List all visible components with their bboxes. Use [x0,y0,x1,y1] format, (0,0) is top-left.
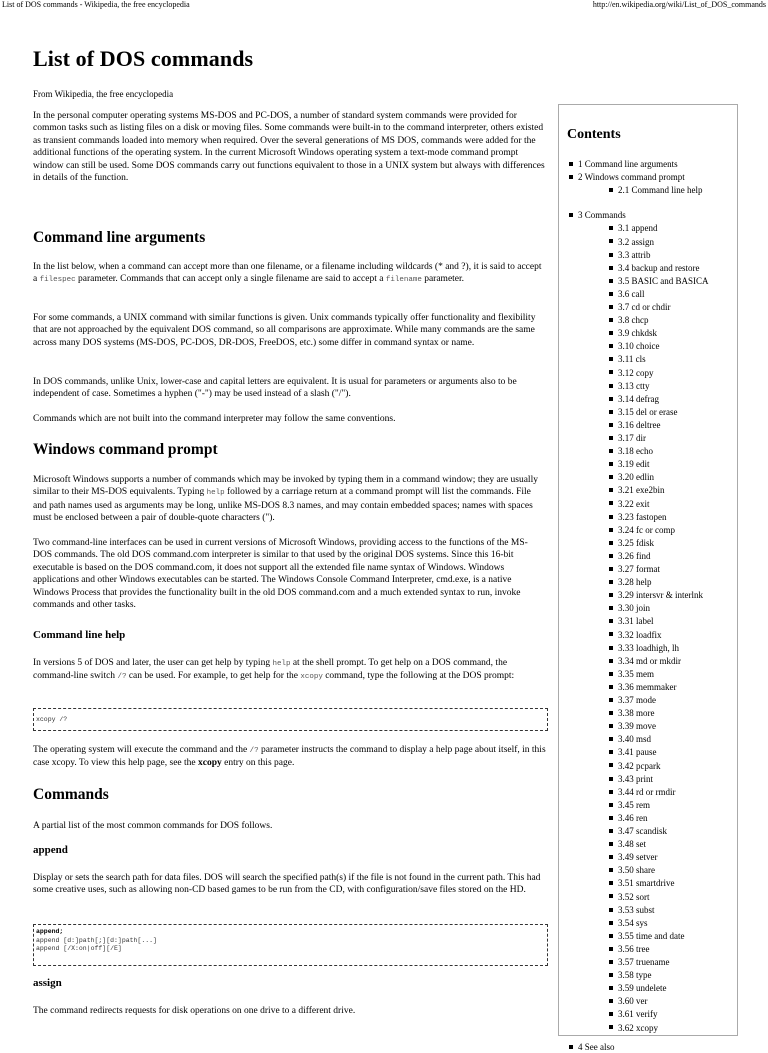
toc-item-label: 3.4 backup and restore [618,262,700,273]
toc-bullet [609,646,613,650]
toc-bullet [609,842,613,846]
toc-item-label: 3.52 sort [618,891,650,902]
toc-bullet [609,711,613,715]
toc-bullet [609,698,613,702]
toc-item-label: 3.38 more [618,708,655,719]
toc-item-label: 1 Command line arguments [578,159,678,169]
toc-bullet [609,973,613,977]
append-paragraph [33,872,546,897]
wcp-p2-text: Two command-line interfaces can be used in current versions of Microsoft Windows, providing access to the functions of the MS-DOS commands. The old DOS command.com interpreter is similar to that used by the original DOS systems. Since this 16-bit executable is based on the DOS command.com, it does not support all the extended file name syntax of Windows. Windows applications and other Windows executables can be started. The Windows Console Command Interpreter, cmd.exe, is a native Windows Process that provides the functionality built in the old DOS command.com and a much extended syntax to run, invoke commands and other tasks. [33,538,528,611]
toc-item[interactable] [609,590,703,601]
toc-bullet [609,685,613,689]
toc-bullet [609,672,613,676]
toc-item-label: 3.60 ver [618,996,648,1007]
commands-intro-text: A partial list of the most common commands for DOS follows. [33,821,273,831]
toc-item[interactable] [609,656,681,667]
clh-p1-text-a: In versions 5 of DOS and later, the user can get help by typing [33,658,273,668]
toc-item-label: 3.26 find [618,550,651,561]
toc-item[interactable] [609,237,654,248]
code-line-append-3: append [/X:on|off][/E] [36,945,122,952]
toc-bullet [609,318,613,322]
toc-item-label: 3.27 format [618,564,660,574]
toc-bullet [609,397,613,401]
toc-item-label: 3.53 subst [618,904,655,915]
toc-item-label: 3.54 sys [618,917,648,928]
toc-item-label: 3.12 copy [618,367,654,378]
section-heading-windows-command-prompt: Windows command prompt [33,441,218,458]
toc-bullet [609,593,613,597]
toc-item[interactable] [609,446,653,457]
toc-item-label: 3.11 cls [618,354,646,365]
clh-p1-text-c: can be used. For example, to get help for the [126,671,301,682]
toc-item-label: 3.41 pause [618,747,657,758]
toc-item[interactable] [609,774,653,785]
cla-paragraph-4 [33,413,546,425]
append-text: Display or sets the search path for data files. DOS will search the specified path(s) if the file is not found in the current path. This had some creative uses, such as allowing non-CD based games to be run from the CD, with configuration/save files stored on the HD. [33,873,541,896]
toc-bullet [609,1012,613,1016]
toc-bullet [609,868,613,872]
toc-item-label: 3.25 fdisk [618,537,654,548]
toc-item-label: 3.20 edlin [618,472,654,483]
wcp-p1-text-a: Microsoft Windows supports a number of commands which may be invoked by typing them in a command window; they are usually similar to their MS-DOS equivalents. Typing [33,475,538,498]
toc-item[interactable] [609,328,657,339]
toc-bullet [609,188,613,192]
toc-item[interactable] [609,603,650,614]
toc-bullet [609,292,613,296]
toc-item-label: 2 Windows command prompt [578,172,685,183]
toc-item[interactable] [609,354,646,365]
toc-item[interactable] [609,983,667,994]
toc-item-label: 3.44 rd or rmdir [618,786,676,797]
clh-p1-code-switch: /? [117,673,127,682]
toc-item-label: 3.2 assign [618,236,654,247]
toc-item-label: 3.8 chcp [618,315,649,326]
toc-item[interactable] [609,616,654,627]
toc-bullet [609,344,613,348]
toc-item-label: 3.19 edit [618,459,650,470]
toc-item[interactable] [609,800,650,811]
toc-item[interactable] [609,970,652,981]
toc-bullet [609,541,613,545]
toc-bullet [609,606,613,610]
toc-bullet [569,175,573,179]
toc-bullet [609,763,613,767]
toc-bullet [609,554,613,558]
toc-item[interactable] [609,734,651,745]
toc-bullet [609,659,613,663]
toc-bullet [609,986,613,990]
toc-item-label: 3.3 attrib [618,249,651,260]
toc-bullet [609,370,613,374]
toc-item-label: 4 See also [578,1041,615,1052]
print-header [0,0,768,12]
cla-p1-code-filename: filename [385,276,422,285]
cla-p4-text: Commands which are not built into the command interpreter may follow the same conventions. [33,414,396,424]
toc-item-label: 3.17 dir [618,433,646,443]
toc-item[interactable] [609,538,654,549]
toc-item-label: 3.7 cd or chdir [618,302,671,312]
toc-item-label: 3.21 exe2bin [618,485,665,496]
toc-item[interactable] [609,223,658,234]
toc-bullet [609,410,613,414]
toc-bullet [609,580,613,584]
assign-text: The command redirects requests for disk operations on one drive to a different drive. [33,1006,356,1016]
toc-item[interactable] [609,499,650,510]
toc-item[interactable] [609,721,656,732]
toc-item[interactable] [609,394,659,405]
toc-item-label: 3.40 msd [618,734,652,745]
toc-item[interactable] [609,669,654,680]
toc-item-label: 3.46 ren [618,812,648,823]
toc-item-label: 3.50 share [618,865,655,876]
toc-item[interactable] [609,708,655,719]
cla-p2-text: For some commands, a UNIX command with similar functions is given. Unix commands typically offer functionality and flexibility that are not approached by the equivalent DOS command, so all comparisons are approximate. While many commands are the same across many DOS systems (MS-DOS, PC-DOS, DR-DOS, FreeDOS, etc.) some differ in command syntax or name. [33,313,536,348]
cla-p1-text-a: In the list below, when a command can accept more than one filename, or a filename including wildcards (* and ?), it is said to accept a [33,262,542,285]
toc-bullet [609,357,613,361]
commands-paragraph [33,820,546,832]
toc-item[interactable] [609,918,648,929]
toc-item-label: 3.42 pcpark [618,760,661,771]
toc-item-label: 3.32 loadfix [618,629,662,640]
toc-bullet [609,475,613,479]
toc-item-label: 3.56 tree [618,943,650,954]
toc-item[interactable] [609,433,646,444]
section-heading-command-line-arguments: Command line arguments [33,229,206,246]
cla-paragraph-2 [33,312,546,349]
toc-item-label: 3.37 mode [618,695,656,705]
toc-bullet [609,908,613,912]
intro-paragraph [33,110,546,184]
table-of-contents [558,104,738,1052]
toc-bullet [609,750,613,754]
toc-item[interactable] [609,276,709,287]
toc-bullet [569,162,573,166]
toc-item[interactable] [609,525,675,536]
toc-bullet [609,528,613,532]
toc-item-label: 3.23 fastopen [618,511,667,522]
toc-bullet [609,816,613,820]
toc-bullet [609,619,613,623]
clh-p1-code-xcopy: xcopy [300,673,323,682]
toc-item[interactable] [609,407,677,418]
clh-paragraph-1 [33,657,546,684]
toc-item[interactable] [609,368,654,379]
toc-bullet [609,855,613,859]
toc-item[interactable] [609,250,651,261]
toc-item[interactable] [609,852,658,863]
toc-item[interactable] [569,159,678,170]
toc-item[interactable] [609,1023,658,1034]
toc-item-label: 3.1 append [618,223,658,234]
code-line-append-1: append; [36,928,64,935]
toc-bullet [609,737,613,741]
toc-item-label: 3.34 md or mkdir [618,655,681,666]
toc-item[interactable] [609,577,652,588]
toc-bullet [609,894,613,898]
toc-bullet [609,436,613,440]
toc-item[interactable] [609,813,648,824]
toc-item[interactable] [609,564,660,575]
cla-p1-text-b: parameter. Commands that can accept only a single filename are said to accept a [75,274,386,285]
toc-item-label: 3.57 truename [618,957,670,967]
toc-item-label: 2.1 Command line help [618,185,703,196]
toc-item-label: 3.49 setver [618,852,658,863]
toc-bullet [609,934,613,938]
toc-bullet [609,266,613,270]
clh-p2-text-c: entry on this page. [221,758,295,769]
toc-item[interactable] [609,747,657,758]
toc-item-label: 3.22 exit [618,498,650,509]
page-tagline: From Wikipedia, the free encyclopedia [33,89,174,99]
toc-bullet [609,777,613,781]
toc-item[interactable] [609,957,669,968]
toc-item-label: 3.6 call [618,288,645,299]
cla-p1-text-c: parameter. [421,274,465,285]
toc-bullet [609,632,613,636]
toc-bullet [609,384,613,388]
toc-bullet [609,279,613,283]
toc-item[interactable] [609,485,665,496]
code-block-append [33,924,548,966]
toc-item-label: 3 Commands [578,210,626,221]
toc-item[interactable] [609,826,667,837]
clh-paragraph-2 [33,744,546,770]
assign-paragraph [33,1005,546,1017]
code-line-xcopy-help: xcopy /? [36,716,68,723]
toc-item-label: 3.15 del or erase [618,406,678,417]
clh-p2-text-a: The operating system will execute the command and the [33,745,250,755]
toc-item-label: 3.14 defrag [618,393,659,404]
toc-item-label: 3.51 smartdrive [618,878,675,889]
section-heading-commands: Commands [33,786,109,803]
toc-bullet [609,947,613,951]
wcp-paragraph-2 [33,537,546,611]
toc-item[interactable] [609,459,650,470]
clh-p1-code-help: help [272,660,291,668]
toc-item-label: 3.59 undelete [618,983,667,994]
toc-item[interactable] [569,1042,615,1053]
toc-item[interactable] [609,695,656,706]
cla-paragraph-3 [33,376,546,401]
toc-item-label: 3.30 join [618,603,651,614]
intro-text: In the personal computer operating systems MS-DOS and PC-DOS, a number of standard system commands were provided for common tasks such as listing files on a disk or moving files. Some commands were built-in to the command interpreter, others existed as transient commands loaded into memory when required. Over the several generations of MS DOS, commands were added for the additional functions of the operating system. In the current Microsoft Windows operating system a text-mode command prompt window can still be used. Some DOS commands carry out functions equivalent to those in a UNIX system but always with differences in details of the function. [33,111,545,184]
toc-item-label: 3.35 mem [618,668,654,679]
page-title: List of DOS commands [33,46,254,71]
cla-p1-code-filespec: filespec [39,276,76,285]
toc-item[interactable] [609,892,650,903]
toc-bullet [609,724,613,728]
toc-item-label: 3.55 time and date [618,930,685,941]
cla-paragraph-1 [33,261,546,287]
toc-bullet [609,829,613,833]
toc-bullet [609,921,613,925]
toc-item[interactable] [609,761,661,772]
clh-p2-text-b: parameter instructs the command to display a help page about itself, in this case xcopy. To view this help page, see the [33,745,546,769]
toc-item-label: 3.24 fc or comp [618,524,675,535]
toc-item-label: 3.33 loadhigh, lh [618,642,679,653]
toc-item[interactable] [609,185,703,196]
toc-item-label: 3.48 set [618,839,646,850]
toc-item-label: 3.47 scandisk [618,826,667,836]
toc-item[interactable] [609,1009,658,1020]
toc-bullet [569,1045,573,1049]
toc-bullet [609,253,613,257]
toc-bullet [609,1025,613,1029]
toc-bullet [609,226,613,230]
toc-item-label: 3.61 verify [618,1009,658,1020]
toc-item-label: 3.43 print [618,773,653,784]
toc-item-label: 3.9 chkdsk [618,328,657,339]
toc-bullet [609,567,613,571]
toc-item[interactable] [609,931,684,942]
toc-item[interactable] [609,315,649,326]
section-heading-command-line-help: Command line help [33,629,126,641]
toc-item-label: 3.5 BASIC and BASICA [618,275,709,286]
section-heading-append: append [33,844,68,856]
toc-item[interactable] [609,472,654,483]
toc-item[interactable] [609,905,655,916]
toc-item[interactable] [609,420,660,431]
xcopy-link[interactable]: xcopy [198,758,222,769]
toc-item-label: 3.13 ctty [618,380,650,391]
toc-item[interactable] [609,839,646,850]
toc-item[interactable] [609,643,679,654]
toc-item-label: 3.62 xcopy [618,1022,658,1033]
clh-p1-text-d: command, type the following at the DOS prompt: [322,671,515,682]
toc-item-label: 3.45 rem [618,799,650,810]
toc-item[interactable] [569,210,626,221]
cla-p3-text: In DOS commands, unlike Unix, lower-case and capital letters are equivalent. It is usual for parameters or arguments also to be independent of case. Sometimes a hyphen ("-") may be used instead of a slash ("/"). [33,377,517,400]
toc-item[interactable] [609,341,659,352]
toc-item[interactable] [609,787,676,798]
toc-bullet [609,999,613,1003]
section-heading-assign: assign [33,977,62,989]
toc-item-label: 3.28 help [618,577,652,588]
toc-bullet [609,881,613,885]
print-header-url[interactable]: http://en.wikipedia.org/wiki/List_of_DOS_commands [592,0,766,9]
toc-item[interactable] [609,944,650,955]
toc-item-label: 3.18 echo [618,446,653,457]
toc-bullet [609,803,613,807]
wcp-p1-code-help: help [206,489,225,498]
toc-bullet [609,462,613,466]
toc-item[interactable] [609,996,648,1007]
toc-bullet [609,423,613,427]
toc-item-label: 3.39 move [618,721,656,732]
toc-item-label: 3.10 choice [618,341,660,352]
print-header-title: List of DOS commands - Wikipedia, the free encyclopedia [2,0,190,9]
toc-item[interactable] [609,302,670,313]
code-block-help [33,708,548,731]
code-line-append-2: append [d:]path[;][d:]path[...] [36,936,157,944]
toc-item[interactable] [609,878,675,889]
toc-bullet [609,501,613,505]
toc-bullet [609,488,613,492]
toc-bullet [609,331,613,335]
toc-item[interactable] [609,289,645,300]
toc-bullet [569,213,573,217]
toc-item[interactable] [609,263,699,274]
toc-item-label: 3.16 deltree [618,419,661,430]
toc-bullet [609,305,613,309]
toc-bullet [609,960,613,964]
toc-item[interactable] [609,551,651,562]
wcp-paragraph-1 [33,474,546,525]
toc-item-label: 3.36 memmaker [618,681,677,692]
toc-item-label: 3.29 intersvr & interlnk [618,590,703,601]
toc-item[interactable] [609,512,667,523]
toc-item[interactable] [609,630,662,641]
clh-p1-text-b: at the shell prompt. To get help on a DOS command, the command-line switch [33,658,508,682]
toc-item[interactable] [609,381,650,392]
toc-bullet [609,515,613,519]
toc-item-label: 3.31 label [618,616,654,627]
toc-item[interactable] [609,682,676,693]
toc-item[interactable] [569,172,685,183]
clh-p2-code-switch: /? [249,747,259,755]
toc-bullet [609,239,613,243]
toc-item[interactable] [609,865,655,876]
toc-bullet [609,449,613,453]
wcp-p1-text-b: followed by a carriage return at a command prompt will list the commands. File and path names used as arguments may be long, unlike MS-DOS 8.3 names, and may contain embedded spaces; names with spaces must be enclosed between a pair of double-quote characters ("). [33,487,533,524]
toc-item-label: 3.58 type [618,970,652,981]
toc-bullet [609,790,613,794]
toc-title: Contents [567,127,621,142]
